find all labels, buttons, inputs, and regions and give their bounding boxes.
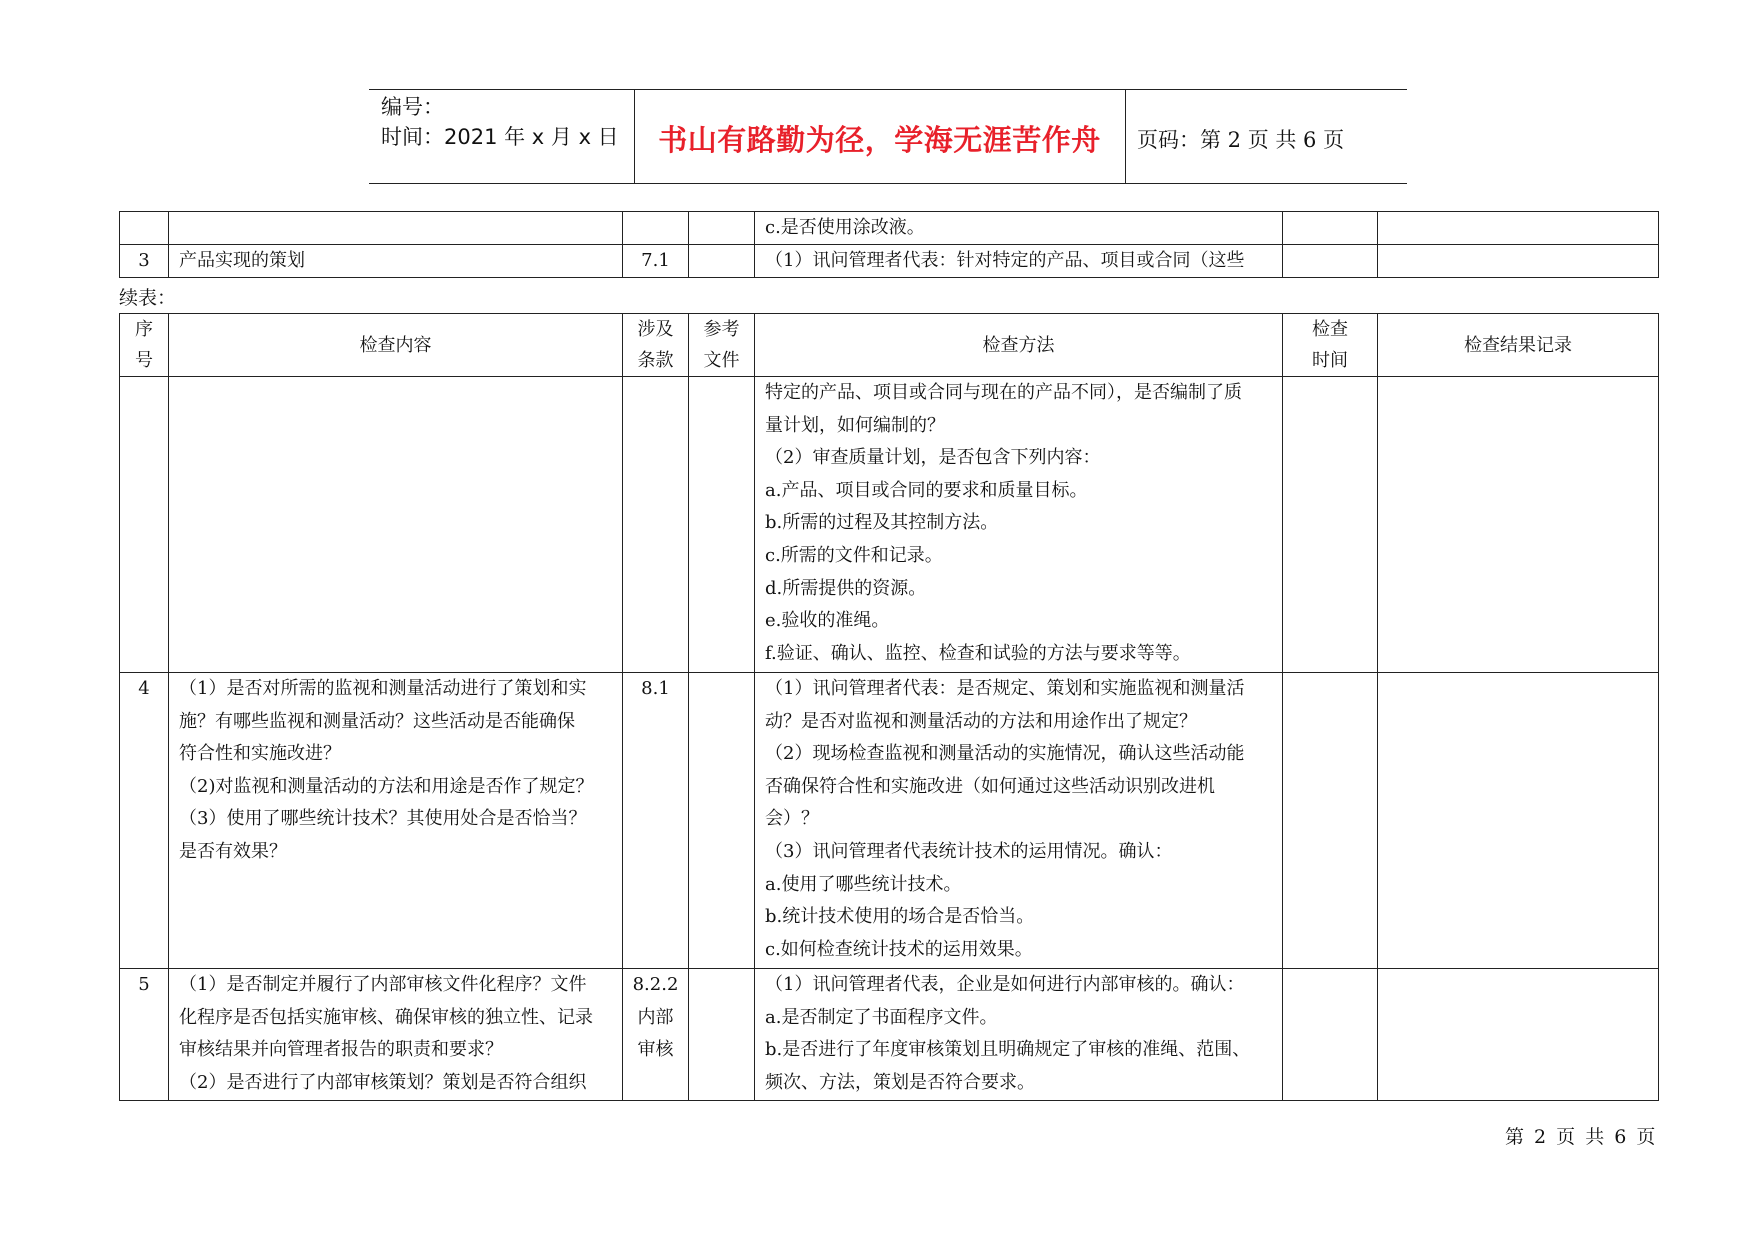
result-cell [1378, 212, 1659, 245]
time-cell [1283, 969, 1378, 1101]
seq-cell: 4 [120, 673, 169, 969]
clause-cell: 7.1 [623, 245, 689, 278]
content-cell: （1）是否对所需的监视和测量活动进行了策划和实 施？有哪些监视和测量活动？这些活动是否能确保 符合性和实施改进？ （2)对监视和测量活动的方法和用途是否作了规定？ （3）使用了哪些统计技术？其使用处合是否恰当？ 是否有效果？ [169, 673, 623, 969]
result-cell [1378, 969, 1659, 1101]
content-cell [169, 377, 623, 673]
number-label: 编号： [381, 95, 444, 119]
result-cell [1378, 245, 1659, 278]
table-row [120, 673, 1659, 969]
header-clause: 涉及 条款 [623, 314, 689, 377]
time-cell [1283, 245, 1378, 278]
time-cell [1283, 212, 1378, 245]
seq-cell [120, 377, 169, 673]
ref-cell [689, 673, 755, 969]
table-row [120, 969, 1659, 1101]
header-ref: 参考 文件 [689, 314, 755, 377]
seq-cell: 3 [120, 245, 169, 278]
header-time: 检查 时间 [1283, 314, 1378, 377]
header-top-rule [369, 89, 1407, 90]
ref-cell [689, 969, 755, 1101]
header-method: 检查方法 [755, 314, 1283, 377]
content-cell [169, 212, 623, 245]
clause-cell [623, 212, 689, 245]
content-cell: （1）是否制定并履行了内部审核文件化程序？文件 化程序是否包括实施审核、确保审核的独立性、记录 审核结果并向管理者报告的职责和要求？ （2）是否进行了内部审核策划？策划是否符合组织 [169, 969, 623, 1101]
header-seq: 序 号 [120, 314, 169, 377]
table-row [120, 377, 1659, 673]
page-indicator: 页码：第 2 页 共 6 页 [1137, 128, 1345, 152]
ref-cell [689, 377, 755, 673]
seq-cell [120, 212, 169, 245]
ref-cell [689, 245, 755, 278]
content-cell: 产品实现的策划 [169, 245, 623, 278]
motto: 书山有路勤为径，学海无涯苦作舟 [658, 123, 1101, 157]
table-header-row [120, 314, 1659, 377]
clause-cell: 8.2.2 内部 审核 [623, 969, 689, 1101]
method-cell: （1）讯问管理者代表：是否规定、策划和实施监视和测量活 动？是否对监视和测量活动的方法和用途作出了规定？ （2）现场检查监视和测量活动的实施情况，确认这些活动能 否确保符合性和实施改进（如何通过这些活动识别改进机 会）？ （3）讯问管理者代表统计技术的运用情况。确认： a.使用了哪些统计技术。 b.统计技术使用的场合是否恰当。 c.如何检查统计技术的运用效果。 [755, 673, 1283, 969]
time-cell [1283, 673, 1378, 969]
time-cell [1283, 377, 1378, 673]
header-divider [1125, 89, 1126, 183]
header-result: 检查结果记录 [1378, 314, 1659, 377]
method-cell: （1）讯问管理者代表，企业是如何进行内部审核的。确认： a.是否制定了书面程序文件。 b.是否进行了年度审核策划且明确规定了审核的准绳、范围、 频次、方法，策划是否符合要求。 [755, 969, 1283, 1101]
ref-cell [689, 212, 755, 245]
continued-label: 续表： [119, 287, 177, 309]
header-bottom-rule [369, 183, 1407, 184]
inspection-table [119, 313, 1659, 1101]
result-cell [1378, 673, 1659, 969]
header-content: 检查内容 [169, 314, 623, 377]
time-label: 时间：2021 年 x 月 x 日 [381, 125, 619, 149]
clause-cell: 8.1 [623, 673, 689, 969]
seq-cell: 5 [120, 969, 169, 1101]
result-cell [1378, 377, 1659, 673]
method-cell: （1）讯问管理者代表：针对特定的产品、项目或合同（这些 [755, 245, 1283, 278]
previous-table-fragment [119, 211, 1659, 278]
clause-cell [623, 377, 689, 673]
header-meta [381, 92, 619, 152]
table-row [120, 245, 1659, 278]
method-cell: 特定的产品、项目或合同与现在的产品不同），是否编制了质 量计划，如何编制的？ （2）审查质量计划，是否包含下列内容： a.产品、项目或合同的要求和质量目标。 b.所需的过程及其控制方法。 c.所需的文件和记录。 d.所需提供的资源。 e.验收的准绳。 f.验证、确认、监控、检查和试验的方法与要求等等。 [755, 377, 1283, 673]
method-cell: c.是否使用涂改液。 [755, 212, 1283, 245]
table-row [120, 212, 1659, 245]
page-footer: 第 2 页 共 6 页 [1505, 1126, 1658, 1148]
